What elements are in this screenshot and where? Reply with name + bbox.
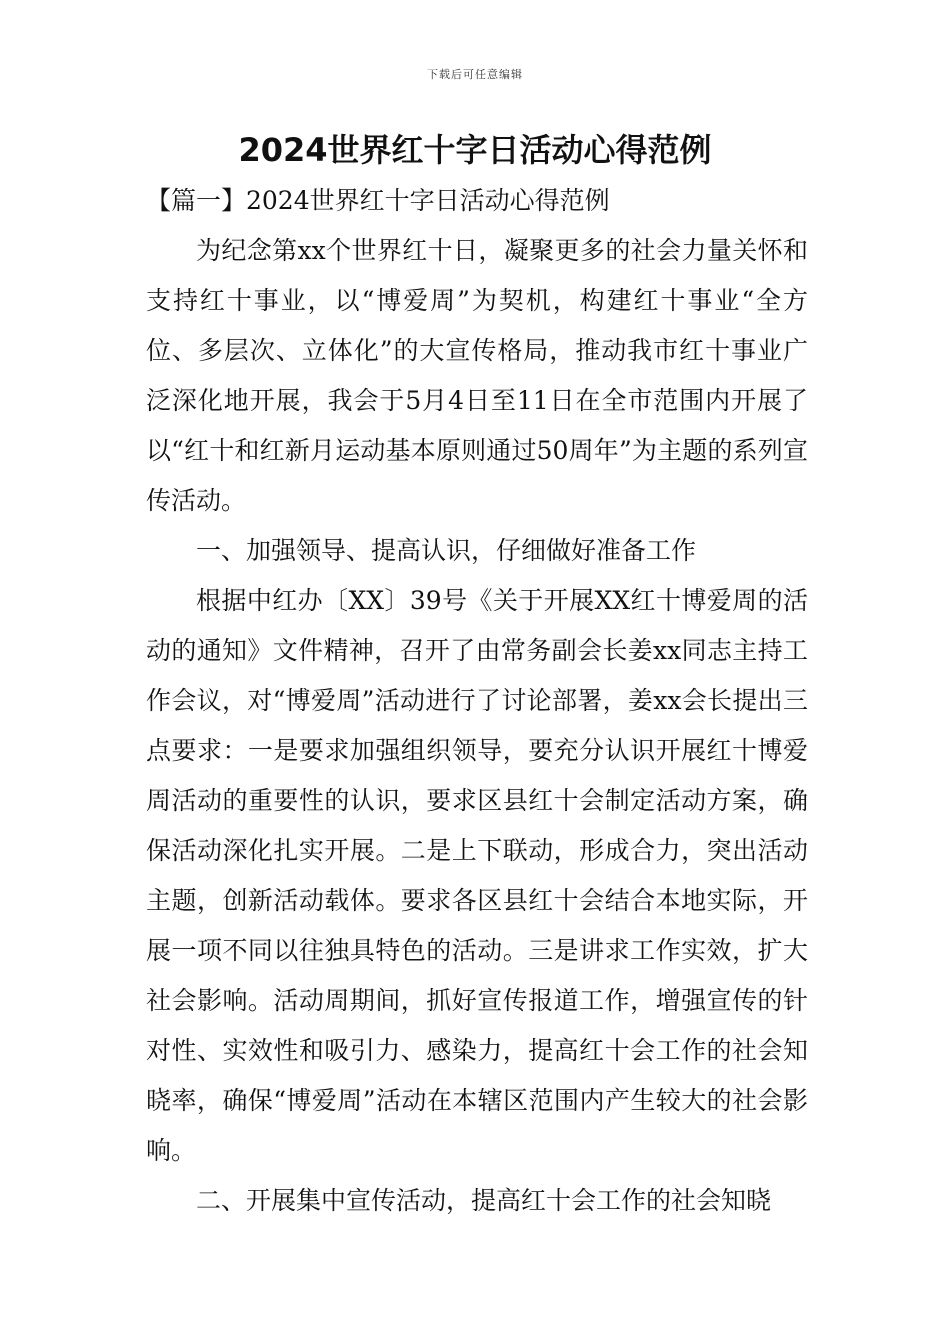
heading-section-one: 一、加强领导、提高认识，仔细做好准备工作 [196,536,697,565]
paragraph-section-one: 根据中红办〔XX〕39号《关于开展XX红十博爱周的活动的通知》文件精神，召开了由常务副会长姜xx同志主持工作会议，对“博爱周”活动进行了讨论部署，姜xx会长提出三点要求：一是要求加强组织领导，要充分认识开展红十博爱周活动的重要性的认识，要求区县红十会制定活动方案，确保活动深化扎实开展。二是上下联动，形成合力，突出活动主题，创新活动载体。要求各区县红十会结合本地实际，开展一项不同以往独具特色的活动。三是讲求工作实效，扩大社会影响。活动周期间，抓好宣传报道工作，增强宣传的针对性、实效性和吸引力、感染力，提高红十会工作的社会知晓率，确保“博爱周”活动在本辖区范围内产生较大的社会影响。 [146,586,808,1165]
heading-section-two: 二、开展集中宣传活动，提高红十会工作的社会知晓 [196,1186,772,1215]
paragraph-intro: 为纪念第xx个世界红十日，凝聚更多的社会力量关怀和支持红十事业，以“博爱周”为契机，构建红十事业“全方位、多层次、立体化”的大宣传格局，推动我市红十事业广泛深化地开展，我会于5月4日至11日在全市范围内开展了以“红十和红新月运动基本原则通过50周年”为主题的系列宣传活动。 [146,236,808,515]
header-note: 下载后可任意编辑 [427,68,523,81]
section-label: 【篇一】2024世界红十字日活动心得范例 [146,186,610,215]
page-title: 2024世界红十字日活动心得范例 [238,131,712,169]
document-body [146,176,808,1226]
